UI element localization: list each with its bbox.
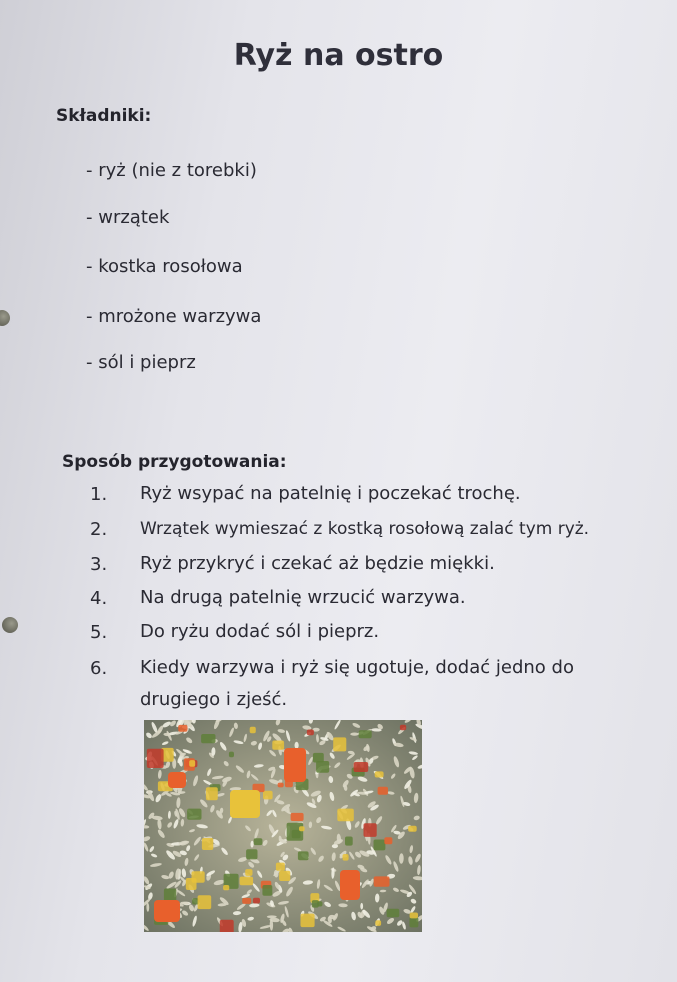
step-text: Na drugą patelnię wrzucić warzywa. [140,587,466,608]
step-text: Wrzątek wymieszać z kostką rosołową zalać tym ryż. [140,519,590,539]
step-number: 6. [90,658,108,679]
punch-hole-top [0,310,10,326]
step-number: 4. [90,588,108,609]
step-number: 1. [90,484,108,505]
rice-dish-illustration [144,720,422,932]
step-text: Do ryżu dodać sól i pieprz. [140,621,380,642]
ingredient-item: - sól i pieprz [86,352,196,373]
step-text: Ryż przykryć i czekać aż będzie miękki. [140,553,495,574]
steps-heading: Sposób przygotowania: [62,452,287,472]
punch-hole-bottom [2,617,18,633]
rice-dish-photo [144,720,422,932]
step-number: 5. [90,622,108,643]
ingredient-item: - mrożone warzywa [86,306,262,327]
ingredients-heading: Składniki: [56,106,152,126]
step-text: Kiedy warzywa i ryż się ugotuje, dodać jedno do drugiego i zjeść. [140,657,574,710]
step-number: 2. [90,519,108,540]
step-text: Ryż wsypać na patelnię i poczekać trochę. [140,483,521,504]
ingredient-item: - kostka rosołowa [86,256,243,277]
ingredient-item: - wrzątek [86,207,170,228]
ingredient-item: - ryż (nie z torebki) [86,160,257,181]
recipe-title: Ryż na ostro [233,38,444,73]
step-number: 3. [90,554,108,575]
